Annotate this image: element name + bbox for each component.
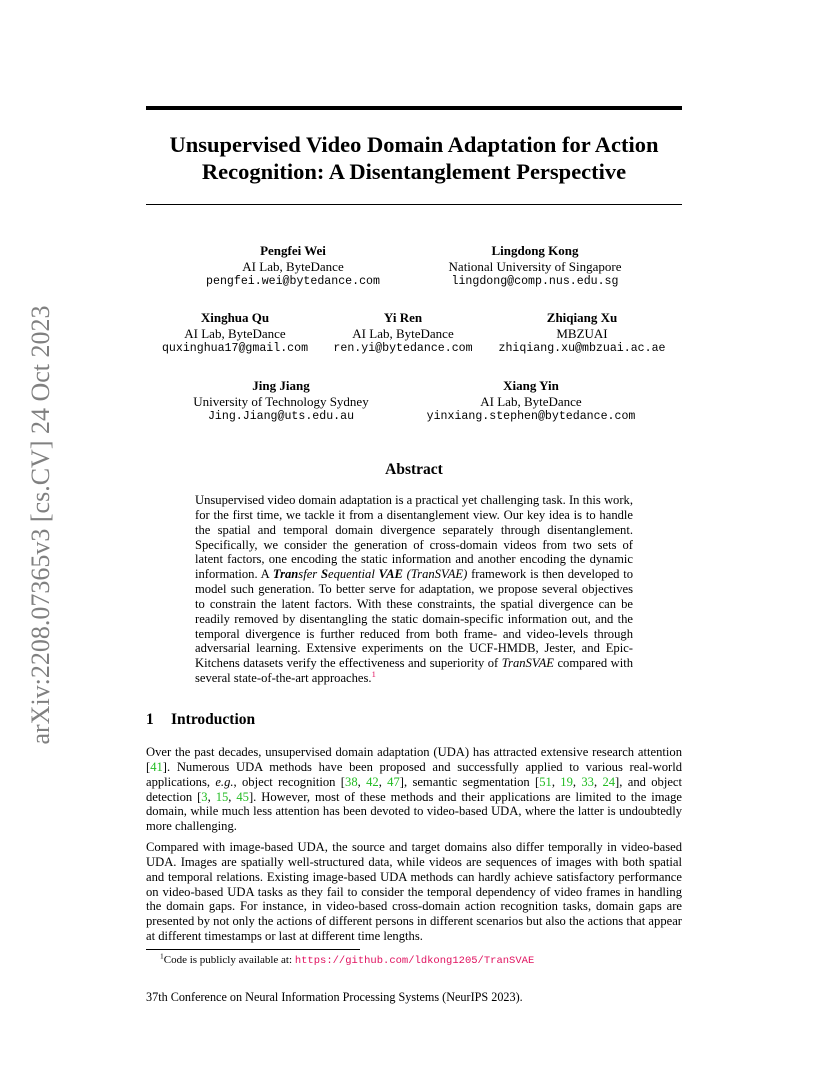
author-email[interactable]: ren.yi@bytedance.com	[333, 342, 473, 355]
author-email[interactable]: lingdong@comp.nus.edu.sg	[451, 275, 619, 288]
citation-link[interactable]: 42	[366, 774, 379, 789]
top-rule	[146, 106, 682, 110]
citation-link[interactable]: 51	[539, 774, 552, 789]
citation-link[interactable]: 15	[215, 789, 229, 804]
paragraph-text: Over the past decades, unsupervised domain adaptation (UDA) has attracted extensive research attention [	[146, 745, 682, 774]
abstract-text: sfer	[298, 567, 321, 582]
author-block	[162, 310, 308, 357]
section-heading	[146, 711, 255, 729]
paragraph-text: ]. Numerous UDA methods have been proposed and successfully applied to various real-world applications,	[146, 759, 682, 789]
author-affiliation: National University of Singapore	[448, 258, 622, 274]
citation-link[interactable]: 47	[387, 774, 400, 789]
author-affiliation: University of Technology Sydney	[193, 393, 369, 409]
author-block	[427, 378, 636, 425]
arxiv-identifier: arXiv:2208.07365v3 [cs.CV] 24 Oct 2023	[26, 305, 55, 745]
abstract-text: Unsupervised video domain adaptation is a practical yet challenging task. In this work, for the first time, we tackle it from a disentanglement view. Our key idea is to handle the spatial and temporal domain divergence separately through disentanglement. Specifically, we consider the generation of cross-domain videos from two sets of latent factors, one encoding the static information and another encoding the dynamic information. A	[195, 493, 633, 582]
paragraph-text: ]. However, most of these methods and their applications are limited to the image domain, while much less attention has been devoted to video-based UDA, where the latter is undoubtedly more challenging.	[146, 789, 683, 834]
abstract-text: framework is then developed to model such generation. To better serve for adaptation, we propose several objectives to constrain the latent factors. With these constraints, the spatial divergence can be readily removed by disentangling the static domain-specific information out, and the temporal divergence is further reduced from both frame- and video-levels through adversarial learning. Extensive experiments on the UCF-HMDB, Jester, and Epic-Kitchens datasets verify the effectiveness and superiority of	[195, 567, 634, 671]
author-email[interactable]: yinxiang.stephen@bytedance.com	[426, 410, 636, 423]
paragraph-text: , object recognition [	[233, 774, 346, 789]
title-line-1: Unsupervised Video Domain Adaptation for Action	[169, 132, 659, 157]
author-block	[333, 310, 472, 357]
citation-link[interactable]: 19	[560, 774, 573, 789]
abstract-text: compared with several state-of-the-art approaches.	[195, 656, 633, 686]
author-name: Yi Ren	[383, 310, 423, 325]
footnote-number: 1	[160, 951, 164, 961]
author-name: Lingdong Kong	[491, 243, 579, 258]
author-email[interactable]: zhiqiang.xu@mbzuai.ac.ae	[498, 342, 666, 355]
author-email[interactable]: quxinghua17@gmail.com	[161, 342, 309, 355]
author-block	[193, 378, 368, 425]
paragraph-text: ], and object detection [	[146, 774, 683, 804]
author-name: Pengfei Wei	[260, 243, 326, 258]
author-block	[499, 310, 666, 357]
abstract-body	[195, 493, 633, 686]
footnote-link[interactable]: 1	[371, 668, 376, 679]
abstract-text: equential	[327, 567, 379, 582]
title-bottom-rule	[146, 204, 682, 205]
author-affiliation: AI Lab, ByteDance	[480, 393, 582, 409]
author-affiliation: AI Lab, ByteDance	[352, 325, 454, 341]
conference-note: 37th Conference on Neural Information Processing Systems (NeurIPS 2023).	[146, 990, 523, 1004]
footnote	[160, 951, 535, 967]
abstract-text: S	[320, 567, 328, 582]
abstract-text: TranSVAE	[501, 656, 554, 671]
citation-link[interactable]: 38	[345, 774, 358, 789]
author-block	[449, 243, 622, 290]
author-name: Xinghua Qu	[200, 310, 270, 325]
citation-link[interactable]: 33	[581, 774, 594, 789]
citation-link[interactable]: 24	[602, 774, 616, 789]
citation-link[interactable]: 45	[236, 789, 249, 804]
paragraph-text: e.g.	[215, 774, 234, 789]
author-name: Jing Jiang	[252, 378, 310, 393]
section-title: Introduction	[171, 711, 256, 728]
intro-paragraph-1: Over the past decades, unsupervised domain adaptation (UDA) has attracted extensive research attention [41]. Numerous UDA methods have been proposed and successfully applied to various real-world applications, e.g., object recognition [38, 42, 47], semantic segmentation [51, 19, 33, 24], and object detection [3, 15, 45]. However, most of these methods and their applications are limited to the image domain, while much less attention has been devoted to video-based UDA, where the latter is undoubtedly more challenging.	[146, 745, 683, 834]
footnote-text: Code is publicly available at:	[163, 954, 295, 966]
citation-link[interactable]: 3	[201, 789, 208, 804]
intro-paragraph-2: Compared with image-based UDA, the source and target domains also differ temporally in video-based UDA. Images are spatially well-structured data, while videos are sequences of images with both spatial and temporal relations. Existing image-based UDA methods can hardly achieve satisfactory performance on video-based UDA tasks as they fail to consider the temporal dependency of video frames in handling the domain gaps. For instance, in video-based cross-domain action recognition tasks, domain gaps are presented by not only the actions of different persons in different scenarios but also the actions that appear at different timestamps or last at different time lengths.	[146, 840, 682, 944]
paper-title	[146, 131, 682, 185]
section-number: 1	[146, 711, 154, 728]
author-email[interactable]: Jing.Jiang@uts.edu.au	[207, 410, 355, 423]
citation-link[interactable]: 41	[150, 759, 163, 774]
abstract-heading: Abstract	[385, 461, 443, 478]
author-affiliation: MBZUAI	[556, 325, 608, 341]
abstract-text: Tran	[272, 567, 299, 582]
footnote-rule	[146, 949, 360, 950]
abstract-text: VAE	[378, 567, 403, 582]
paragraph-text: ], semantic segmentation [	[399, 774, 540, 789]
author-name: Xiang Yin	[503, 378, 559, 393]
author-affiliation: AI Lab, ByteDance	[184, 325, 286, 341]
title-line-2: Recognition: A Disentanglement Perspective	[201, 159, 627, 184]
author-block	[206, 243, 380, 290]
author-name: Zhiqiang Xu	[546, 310, 618, 325]
author-email[interactable]: pengfei.wei@bytedance.com	[206, 275, 380, 288]
code-url-link[interactable]: https://github.com/ldkong1205/TranSVAE	[294, 955, 535, 967]
abstract-text: (TranSVAE)	[402, 567, 468, 582]
author-affiliation: AI Lab, ByteDance	[242, 258, 344, 274]
